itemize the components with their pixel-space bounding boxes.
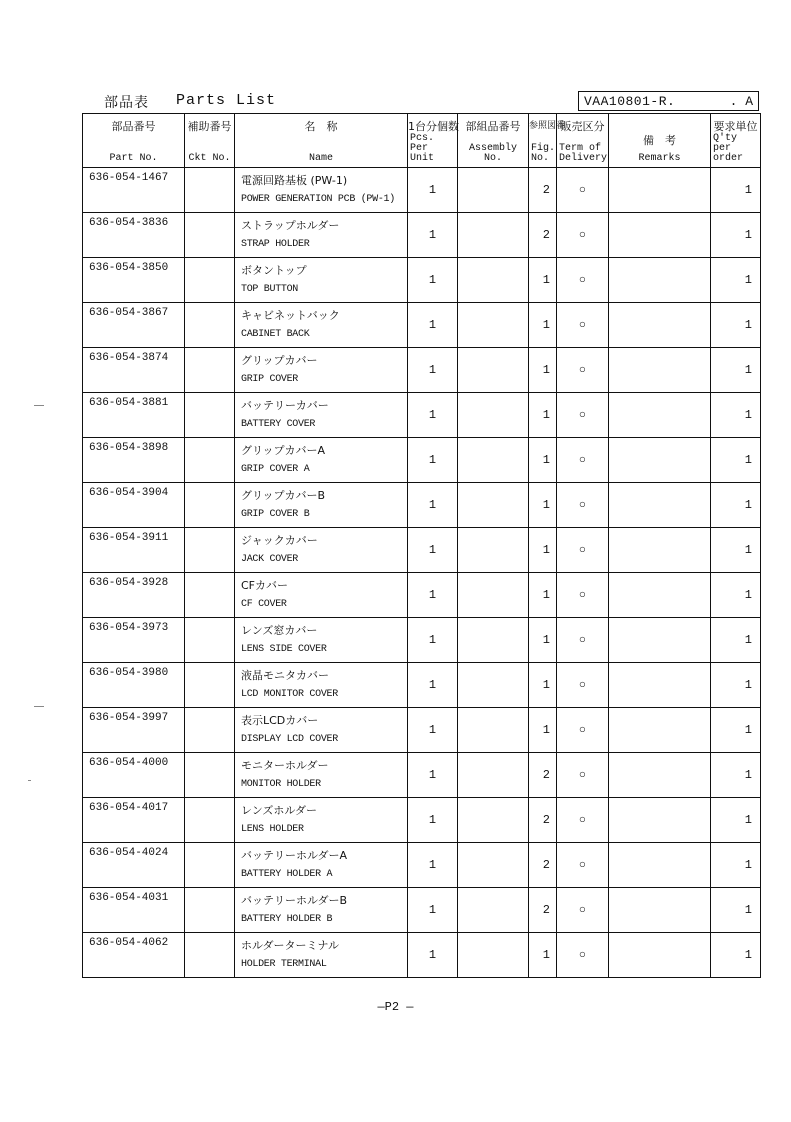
fig-no: 2	[529, 843, 557, 888]
remarks-cell	[609, 168, 711, 213]
assembly-no-cell	[458, 708, 529, 753]
fig-no: 2	[529, 168, 557, 213]
ckt-no-cell	[185, 663, 235, 708]
col-fig-no	[529, 114, 566, 168]
part-name-jp: グリップカバー	[241, 354, 318, 367]
qty-per-order: 1	[711, 843, 761, 888]
table-row	[83, 528, 761, 573]
term-of-delivery: ○	[557, 888, 609, 933]
term-of-delivery: ○	[557, 753, 609, 798]
part-name-en: GRIP COVER B	[241, 509, 310, 520]
part-name-jp: 電源回路基板 (PW-1)	[241, 174, 348, 187]
remarks-cell	[609, 798, 711, 843]
term-of-delivery: ○	[557, 348, 609, 393]
assembly-no-cell	[458, 798, 529, 843]
part-name-jp: ジャックカバー	[241, 534, 318, 547]
remarks-cell	[609, 663, 711, 708]
part-name-en: GRIP COVER	[241, 374, 299, 385]
title-japanese: 部品表	[104, 95, 149, 111]
assembly-no-cell	[458, 528, 529, 573]
assembly-no-cell	[458, 168, 529, 213]
assembly-no-cell	[458, 213, 529, 258]
term-of-delivery: ○	[557, 483, 609, 528]
remarks-cell	[609, 303, 711, 348]
col-part-no	[83, 114, 185, 168]
part-number: 636-054-3867	[83, 303, 185, 348]
part-name-jp: CFカバー	[241, 579, 289, 592]
remarks-cell	[609, 573, 711, 618]
fig-no: 1	[529, 438, 557, 483]
part-name-jp: バッテリーホルダーB	[241, 894, 348, 907]
part-name-en: LENS SIDE COVER	[241, 644, 327, 655]
qty-per-order: 1	[711, 213, 761, 258]
ckt-no-cell	[185, 528, 235, 573]
part-name-cell	[235, 843, 408, 888]
remarks-cell	[609, 753, 711, 798]
part-name-cell	[235, 303, 408, 348]
fig-no: 1	[529, 528, 557, 573]
table-row	[83, 618, 761, 663]
pcs-per-unit: 1	[408, 663, 458, 708]
margin-mark	[34, 405, 44, 406]
pcs-per-unit: 1	[408, 888, 458, 933]
table-row	[83, 168, 761, 213]
pcs-per-unit: 1	[408, 933, 458, 978]
part-name-jp: ストラップホルダー	[241, 219, 340, 232]
part-name-jp: バッテリーホルダーA	[241, 849, 348, 862]
fig-no: 2	[529, 798, 557, 843]
fig-no: 1	[529, 303, 557, 348]
remarks-cell	[609, 843, 711, 888]
fig-no: 1	[529, 348, 557, 393]
part-name-en: GRIP COVER A	[241, 464, 310, 475]
qty-per-order: 1	[711, 303, 761, 348]
qty-per-order: 1	[711, 888, 761, 933]
part-name-jp: グリップカバーB	[241, 489, 325, 502]
part-name-cell	[235, 168, 408, 213]
assembly-no-cell	[458, 618, 529, 663]
assembly-no-cell	[458, 438, 529, 483]
part-name-cell	[235, 933, 408, 978]
assembly-no-cell	[458, 303, 529, 348]
header-row	[83, 114, 761, 168]
part-name-cell	[235, 258, 408, 303]
term-of-delivery: ○	[557, 528, 609, 573]
table-row	[83, 753, 761, 798]
term-of-delivery: ○	[557, 573, 609, 618]
qty-per-order: 1	[711, 528, 761, 573]
pcs-per-unit: 1	[408, 303, 458, 348]
term-of-delivery: ○	[557, 843, 609, 888]
pcs-per-unit: 1	[408, 483, 458, 528]
col-qty-en: Q'ty per order	[713, 133, 744, 164]
qty-per-order: 1	[711, 618, 761, 663]
ckt-no-cell	[185, 708, 235, 753]
ckt-no-cell	[185, 573, 235, 618]
col-ckt-no-jp: 補助番号	[187, 120, 232, 133]
term-of-delivery: ○	[557, 303, 609, 348]
pcs-per-unit: 1	[408, 753, 458, 798]
pcs-per-unit: 1	[408, 798, 458, 843]
col-qty-per-order	[711, 114, 761, 168]
part-name-en: BATTERY HOLDER B	[241, 914, 333, 925]
part-name-cell	[235, 528, 408, 573]
col-term-of-delivery	[557, 114, 609, 168]
part-number: 636-054-3850	[83, 258, 185, 303]
qty-per-order: 1	[711, 348, 761, 393]
part-name-cell	[235, 753, 408, 798]
ckt-no-cell	[185, 303, 235, 348]
part-number: 636-054-4031	[83, 888, 185, 933]
table-row	[83, 573, 761, 618]
term-of-delivery: ○	[557, 213, 609, 258]
pcs-per-unit: 1	[408, 573, 458, 618]
ckt-no-cell	[185, 168, 235, 213]
page-number: —P2 —	[377, 1000, 414, 1014]
part-name-jp: キャビネットバック	[241, 309, 340, 322]
col-qty-jp: 要求単位	[713, 120, 758, 133]
part-name-jp: 表示LCDカバー	[241, 714, 319, 727]
part-name-en: STRAP HOLDER	[241, 239, 310, 250]
ckt-no-cell	[185, 438, 235, 483]
part-name-en: MONITOR HOLDER	[241, 779, 321, 790]
fig-no: 1	[529, 393, 557, 438]
part-number: 636-054-4017	[83, 798, 185, 843]
part-name-cell	[235, 213, 408, 258]
pcs-per-unit: 1	[408, 393, 458, 438]
col-name-jp: 名 称	[304, 120, 338, 133]
pcs-per-unit: 1	[408, 213, 458, 258]
qty-per-order: 1	[711, 258, 761, 303]
part-number: 636-054-3898	[83, 438, 185, 483]
part-number: 636-054-4062	[83, 933, 185, 978]
part-name-cell	[235, 618, 408, 663]
col-fig-en: Fig. No.	[531, 143, 556, 164]
term-of-delivery: ○	[557, 618, 609, 663]
col-pcs-en: Pcs. Per Unit	[410, 133, 435, 164]
part-number: 636-054-1467	[83, 168, 185, 213]
ckt-no-cell	[185, 798, 235, 843]
ckt-no-cell	[185, 753, 235, 798]
qty-per-order: 1	[711, 933, 761, 978]
col-part-no-en: Part No.	[109, 153, 158, 164]
col-part-no-jp: 部品番号	[111, 120, 156, 133]
col-term-en: Term of Delivery	[559, 143, 608, 164]
col-name	[235, 114, 408, 168]
part-number: 636-054-3928	[83, 573, 185, 618]
remarks-cell	[609, 348, 711, 393]
fig-no: 2	[529, 888, 557, 933]
col-remarks	[609, 114, 711, 168]
assembly-no-cell	[458, 393, 529, 438]
table-row	[83, 213, 761, 258]
margin-mark	[28, 780, 31, 781]
col-remarks-en: Remarks	[638, 153, 681, 164]
remarks-cell	[609, 483, 711, 528]
remarks-cell	[609, 933, 711, 978]
document-number-box	[578, 91, 759, 111]
fig-no: 1	[529, 708, 557, 753]
col-ckt-no	[185, 114, 235, 168]
part-name-jp: ボタントップ	[241, 264, 307, 277]
table-row	[83, 258, 761, 303]
pcs-per-unit: 1	[408, 438, 458, 483]
part-name-jp: 液晶モニタカバー	[241, 669, 329, 682]
fig-no: 2	[529, 753, 557, 798]
part-name-cell	[235, 798, 408, 843]
part-number: 636-054-4024	[83, 843, 185, 888]
qty-per-order: 1	[711, 708, 761, 753]
part-name-cell	[235, 888, 408, 933]
part-number: 636-054-3997	[83, 708, 185, 753]
assembly-no-cell	[458, 888, 529, 933]
ckt-no-cell	[185, 483, 235, 528]
table-row	[83, 843, 761, 888]
remarks-cell	[609, 438, 711, 483]
qty-per-order: 1	[711, 753, 761, 798]
part-name-cell	[235, 393, 408, 438]
part-name-cell	[235, 663, 408, 708]
table-row	[83, 438, 761, 483]
table-row	[83, 393, 761, 438]
margin-mark	[34, 706, 44, 707]
pcs-per-unit: 1	[408, 618, 458, 663]
fig-no: 1	[529, 933, 557, 978]
part-name-en: HOLDER TERMINAL	[241, 959, 327, 970]
table-row	[83, 483, 761, 528]
col-remarks-jp: 備 考	[643, 134, 676, 147]
part-name-en: POWER GENERATION PCB (PW-1)	[241, 194, 395, 205]
term-of-delivery: ○	[557, 798, 609, 843]
col-pcs-jp: 1台分個数	[408, 120, 459, 133]
term-of-delivery: ○	[557, 933, 609, 978]
parts-table	[82, 113, 761, 978]
pcs-per-unit: 1	[408, 168, 458, 213]
qty-per-order: 1	[711, 393, 761, 438]
assembly-no-cell	[458, 258, 529, 303]
part-name-cell	[235, 348, 408, 393]
fig-no: 1	[529, 258, 557, 303]
assembly-no-cell	[458, 663, 529, 708]
part-name-jp: レンズホルダー	[241, 804, 317, 817]
table-row	[83, 348, 761, 393]
remarks-cell	[609, 618, 711, 663]
ckt-no-cell	[185, 933, 235, 978]
fig-no: 1	[529, 483, 557, 528]
col-pcs-per-unit	[408, 114, 458, 168]
part-name-jp: レンズ窓カバー	[241, 624, 318, 637]
table-row	[83, 303, 761, 348]
part-name-en: DISPLAY LCD COVER	[241, 734, 338, 745]
col-fig-jp: 参照図番	[529, 121, 566, 131]
table-row	[83, 663, 761, 708]
term-of-delivery: ○	[557, 438, 609, 483]
part-name-en: BATTERY COVER	[241, 419, 316, 430]
assembly-no-cell	[458, 933, 529, 978]
term-of-delivery: ○	[557, 393, 609, 438]
title-english: Parts List	[176, 92, 277, 109]
remarks-cell	[609, 213, 711, 258]
qty-per-order: 1	[711, 483, 761, 528]
part-name-cell	[235, 573, 408, 618]
revision: . A	[729, 94, 753, 109]
col-ckt-no-en: Ckt No.	[188, 153, 231, 164]
pcs-per-unit: 1	[408, 348, 458, 393]
part-name-en: BATTERY HOLDER A	[241, 869, 333, 880]
part-name-cell	[235, 708, 408, 753]
part-name-en: CF COVER	[241, 599, 287, 610]
remarks-cell	[609, 393, 711, 438]
col-assembly-jp: 部組品番号	[465, 120, 521, 133]
part-number: 636-054-3836	[83, 213, 185, 258]
part-name-cell	[235, 483, 408, 528]
part-name-cell	[235, 438, 408, 483]
pcs-per-unit: 1	[408, 843, 458, 888]
remarks-cell	[609, 708, 711, 753]
remarks-cell	[609, 258, 711, 303]
qty-per-order: 1	[711, 573, 761, 618]
ckt-no-cell	[185, 258, 235, 303]
remarks-cell	[609, 888, 711, 933]
col-term-jp: 販売区分	[560, 120, 605, 133]
col-name-en: Name	[308, 153, 333, 164]
ckt-no-cell	[185, 888, 235, 933]
part-name-en: TOP BUTTON	[241, 284, 299, 295]
assembly-no-cell	[458, 843, 529, 888]
table-row	[83, 933, 761, 978]
qty-per-order: 1	[711, 168, 761, 213]
assembly-no-cell	[458, 483, 529, 528]
qty-per-order: 1	[711, 438, 761, 483]
fig-no: 1	[529, 618, 557, 663]
part-number: 636-054-3973	[83, 618, 185, 663]
document-code: VAA10801-R.	[584, 94, 676, 109]
fig-no: 2	[529, 213, 557, 258]
table-row	[83, 708, 761, 753]
pcs-per-unit: 1	[408, 528, 458, 573]
pcs-per-unit: 1	[408, 708, 458, 753]
fig-no: 1	[529, 573, 557, 618]
assembly-no-cell	[458, 753, 529, 798]
part-name-en: LCD MONITOR COVER	[241, 689, 338, 700]
term-of-delivery: ○	[557, 168, 609, 213]
assembly-no-cell	[458, 573, 529, 618]
part-name-jp: バッテリーカバー	[241, 399, 329, 412]
part-name-en: LENS HOLDER	[241, 824, 304, 835]
term-of-delivery: ○	[557, 258, 609, 303]
col-assembly-en: Assembly No.	[468, 143, 517, 164]
qty-per-order: 1	[711, 798, 761, 843]
part-name-jp: モニターホルダー	[241, 759, 329, 772]
part-number: 636-054-3874	[83, 348, 185, 393]
part-name-en: CABINET BACK	[241, 329, 310, 340]
fig-no: 1	[529, 663, 557, 708]
part-number: 636-054-3980	[83, 663, 185, 708]
ckt-no-cell	[185, 393, 235, 438]
ckt-no-cell	[185, 843, 235, 888]
assembly-no-cell	[458, 348, 529, 393]
part-number: 636-054-4000	[83, 753, 185, 798]
part-number: 636-054-3904	[83, 483, 185, 528]
col-assembly-no	[458, 114, 529, 168]
pcs-per-unit: 1	[408, 258, 458, 303]
remarks-cell	[609, 528, 711, 573]
part-name-jp: ホルダーターミナル	[241, 939, 340, 952]
term-of-delivery: ○	[557, 663, 609, 708]
part-name-en: JACK COVER	[241, 554, 299, 565]
table-row	[83, 888, 761, 933]
part-name-jp: グリップカバーA	[241, 444, 325, 457]
ckt-no-cell	[185, 348, 235, 393]
ckt-no-cell	[185, 213, 235, 258]
part-number: 636-054-3911	[83, 528, 185, 573]
term-of-delivery: ○	[557, 708, 609, 753]
table-row	[83, 798, 761, 843]
ckt-no-cell	[185, 618, 235, 663]
part-number: 636-054-3881	[83, 393, 185, 438]
qty-per-order: 1	[711, 663, 761, 708]
